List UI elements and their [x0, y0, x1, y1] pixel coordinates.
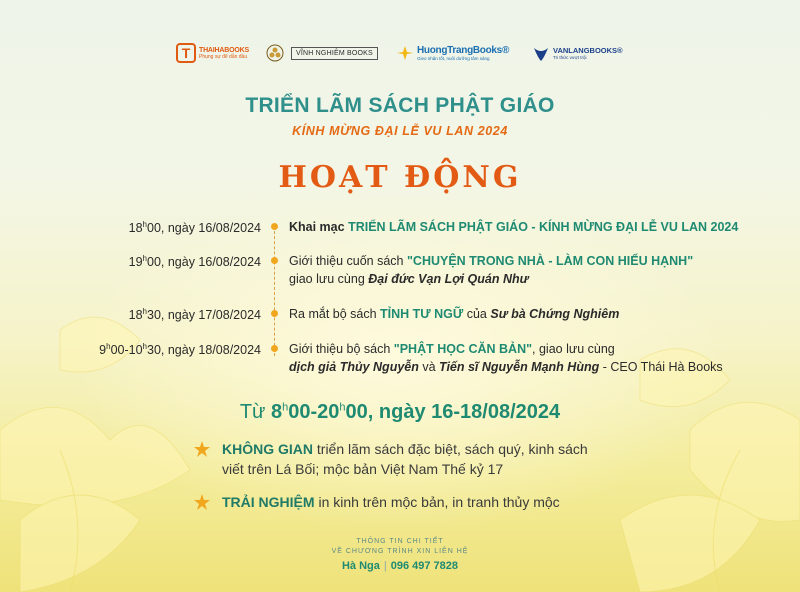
vanlang-slogan: Tri thức vượt trội	[553, 55, 587, 60]
event-description: Ra mắt bộ sách TỈNH TƯ NGỮ của Sư bà Chứng Nghiêm	[289, 307, 620, 321]
contact-info: Hà Nga | 096 497 7828	[341, 560, 459, 572]
thaiha-name: THAIHABOOKS	[199, 46, 249, 54]
timeline-dot	[271, 257, 278, 264]
huongtrang-mark-icon	[396, 44, 414, 62]
event-title: TRIỂN LÃM SÁCH PHẬT GIÁO	[245, 94, 555, 117]
vanlang-name: VANLANGBOOKS®	[553, 46, 623, 55]
thaiha-mark-icon: T	[176, 43, 196, 63]
thaiha-logo	[176, 36, 249, 70]
contact-phone[interactable]: 096 497 7828	[390, 560, 459, 572]
vanlang-mark-icon	[532, 44, 550, 62]
event-time: 9$^h$00-10$^h$30, ngày 18/08/2024	[99, 342, 261, 358]
thaiha-slogan: Phụng sự để dẫn đầu	[199, 53, 248, 60]
huongtrang-logo	[396, 36, 509, 70]
event-time: 18$^h$00, ngày 16/08/2024	[128, 220, 261, 236]
timeline-dot	[271, 345, 278, 352]
event-time: 19$^h$00, ngày 16/08/2024	[128, 254, 261, 270]
timeline-line	[274, 226, 275, 356]
contact-note: THÔNG TIN CHI TIẾT VỀ CHƯƠNG TRÌNH XIN LIÊN HỆ	[331, 538, 469, 555]
event-description: Khai mạc TRIỂN LÃM SÁCH PHẬT GIÁO - KÍNH MỪNG ĐẠI LỄ VU LAN 2024	[289, 220, 739, 234]
vinhnghiem-mark-icon	[266, 44, 284, 62]
star-icon	[194, 494, 210, 510]
partner-logos	[0, 36, 800, 70]
event-description: Giới thiệu cuốn sách "CHUYỆN TRONG NHÀ - LÀM CON HIẾU HẠNH" giao lưu cùng Đại đức Vạn Lợi Quán Như	[289, 254, 694, 286]
feature-space: KHÔNG GIAN triển lãm sách đặc biệt, sách quý, kinh sách viết trên Lá Bối; mộc bản Việt Nam Thế kỷ 17	[222, 441, 588, 477]
feature-experience: TRẢI NGHIỆM in kinh trên mộc bản, in tranh thủy mộc	[222, 494, 560, 510]
huongtrang-name: HuongTrangBooks®	[417, 45, 510, 56]
star-icon	[194, 441, 210, 457]
exhibition-hours: Từ 8$^h$00-20$^h$00, ngày 16-18/08/2024	[239, 401, 561, 423]
event-description: Giới thiệu bộ sách "PHẬT HỌC CĂN BẢN", giao lưu cùng dịch giả Thủy Nguyễn và Tiến sĩ Nguyễn Mạnh Hùng - CEO Thái Hà Books	[289, 342, 723, 374]
activities-heading: HOẠT ĐỘNG	[278, 160, 522, 195]
timeline-dot	[271, 310, 278, 317]
timeline-dot	[271, 223, 278, 230]
huongtrang-slogan: Gieo nhân tốt, nuôi dưỡng tâm sáng	[417, 56, 490, 61]
vinhnghiem-name: VĨNH NGHIÊM BOOKS	[291, 47, 378, 60]
contact-name: Hà Nga	[341, 560, 380, 572]
event-time: 18$^h$30, ngày 17/08/2024	[128, 307, 261, 323]
event-subtitle: KÍNH MỪNG ĐẠI LỄ VU LAN 2024	[292, 124, 508, 138]
vanlang-logo	[532, 36, 623, 70]
vinhnghiem-logo	[266, 36, 378, 70]
